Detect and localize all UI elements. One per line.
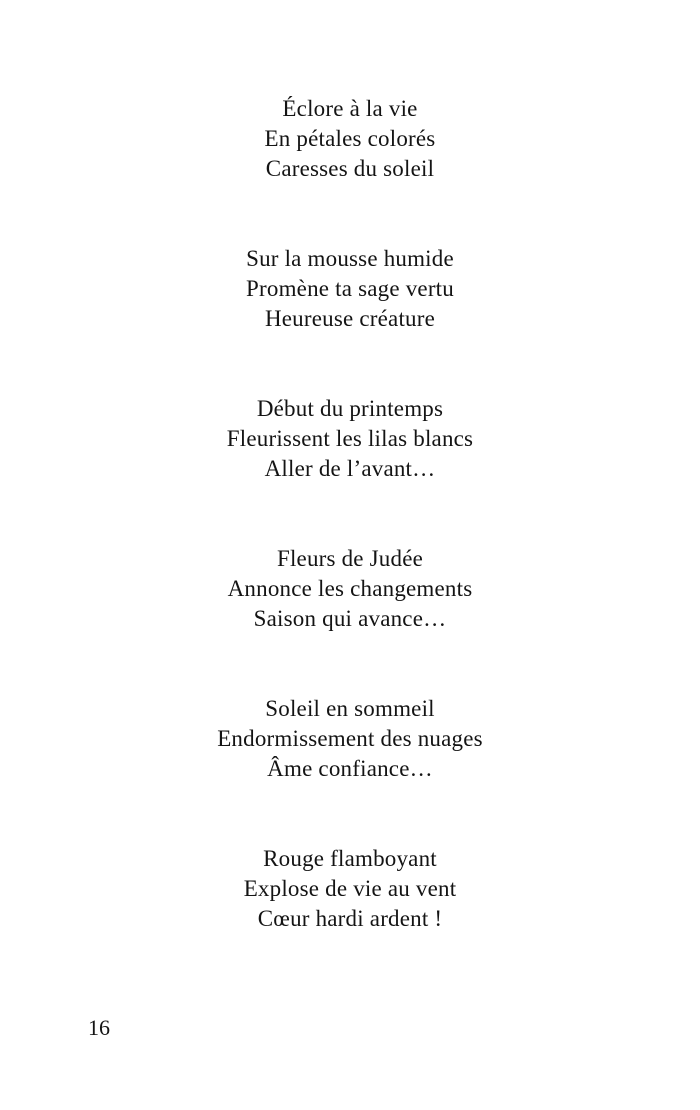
poem-line: Endormissement des nuages bbox=[217, 726, 483, 751]
poem-line: Début du printemps bbox=[256, 396, 444, 421]
poem-line: Fleurs de Judée bbox=[276, 546, 424, 571]
page-number: 16 bbox=[88, 1015, 110, 1040]
poem-line: Fleurissent les lilas blancs bbox=[226, 426, 474, 451]
stanza bbox=[0, 844, 700, 934]
poem-line: Rouge flamboyant bbox=[263, 846, 437, 871]
stanza bbox=[0, 544, 700, 634]
poem-line: Aller de l’avant… bbox=[264, 456, 436, 481]
stanza bbox=[0, 694, 700, 784]
poem-line: En pétales colorés bbox=[264, 126, 436, 151]
poem-line: Âme confiance… bbox=[267, 756, 433, 781]
poem-line: Annonce les changements bbox=[227, 576, 473, 601]
poem-line: Caresses du soleil bbox=[265, 156, 435, 181]
stanza bbox=[0, 394, 700, 484]
stanza bbox=[0, 244, 700, 334]
poem-line: Saison qui avance… bbox=[253, 606, 447, 631]
poem-line: Sur la mousse humide bbox=[246, 246, 454, 271]
poem-line: Heureuse créature bbox=[264, 306, 436, 331]
stanza bbox=[0, 94, 700, 184]
poem-line: Explose de vie au vent bbox=[243, 876, 457, 901]
poem-line: Soleil en sommeil bbox=[265, 696, 435, 721]
poem-line: Éclore à la vie bbox=[282, 96, 418, 121]
poem-line: Cœur hardi ardent ! bbox=[257, 906, 443, 931]
poem-line: Promène ta sage vertu bbox=[246, 276, 454, 301]
